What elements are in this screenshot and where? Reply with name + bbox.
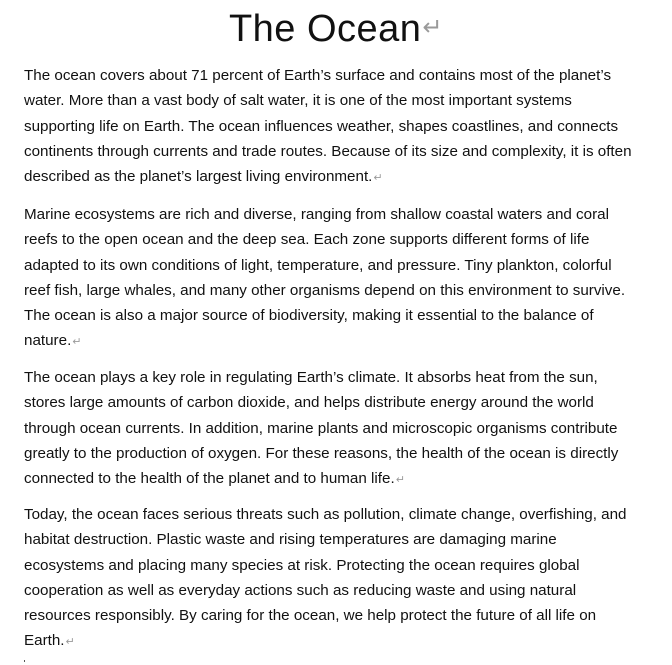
document-title[interactable] bbox=[0, 4, 672, 53]
paragraph-mark-icon: ↵ bbox=[72, 336, 82, 349]
paragraph-2[interactable] bbox=[24, 202, 636, 356]
paragraph-text: Marine ecosystems are rich and diverse, ranging from shallow coastal waters and coral reefs to the open ocean and the deep sea. Each zone supports different forms of life adapted to its own conditions of light, temperature, and pressure. Tiny plankton, colorful reef fish, large whales, and many other organisms depend on this environment to survive. The ocean is also a major source of biodiversity, making it essential to the balance of nature. bbox=[24, 206, 626, 350]
paragraph-3[interactable] bbox=[24, 365, 636, 493]
title-text: The Ocean bbox=[228, 8, 422, 50]
paragraph-text: The ocean covers about 71 percent of Earth’s surface and contains most of the planet’s water. More than a vast body of salt water, it is one of the most important systems supporting life on Earth. The ocean influences weather, shapes coastlines, and connects continents through currents and trade routes. Because of its size and complexity, it is often described as the planet’s largest living environment. bbox=[24, 67, 632, 186]
paragraph-mark-icon: ↵ bbox=[422, 14, 444, 41]
paragraph-mark-icon: ↵ bbox=[395, 474, 405, 487]
paragraph-mark-icon: ↵ bbox=[65, 636, 75, 649]
text-cursor bbox=[24, 660, 25, 662]
paragraph-mark-icon: ↵ bbox=[373, 172, 383, 185]
paragraph-text: Today, the ocean faces serious threats such as pollution, climate change, overfishing, and habitat destruction. Plastic waste and rising temperatures are damaging marine ecosystems and placing many species at risk. Protecting the ocean requires global cooperation as well as everyday actions such as reducing waste and using natural resources responsibly. By caring for the ocean, we help protect the future of all life on Earth. bbox=[24, 506, 627, 650]
paragraph-4[interactable] bbox=[24, 502, 636, 656]
paragraph-text: The ocean plays a key role in regulating Earth’s climate. It absorbs heat from the sun, stores large amounts of carbon dioxide, and helps distribute energy around the world through ocean currents. In addition, marine plants and microscopic organisms contribute greatly to the production of oxygen. For these reasons, the health of the ocean is directly connected to the health of the planet and to human life. bbox=[24, 369, 619, 488]
paragraph-1[interactable] bbox=[24, 63, 636, 191]
